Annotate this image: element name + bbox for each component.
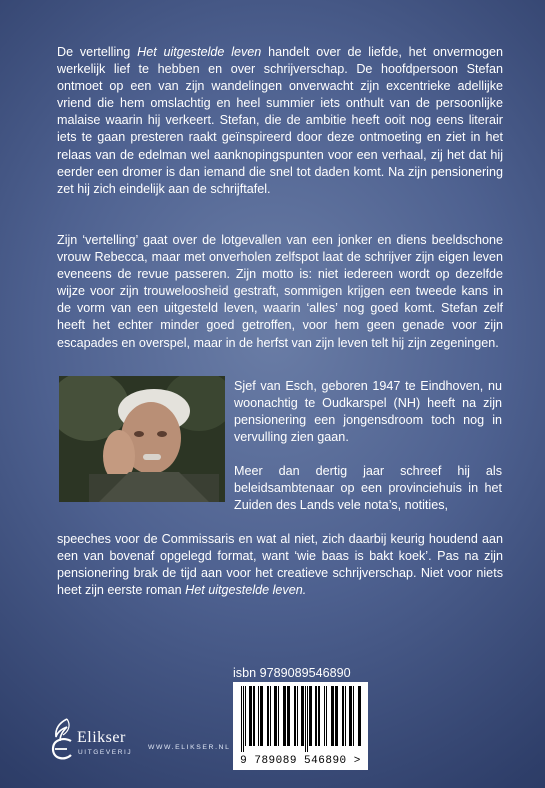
publisher-sub: UITGEVERIJ <box>78 749 133 756</box>
author-bio-1: Sjef van Esch, geboren 1947 te Eindhoven, nu woonachtig te Oudkarspel (NH) heeft na zijn pensionering een jongensdroom toch nog in vervulling zien gaan. <box>234 379 502 445</box>
author-bio-3 <box>57 531 503 599</box>
book-title-italic: Het uitgestelde leven <box>137 45 262 59</box>
quill-e-logo-icon <box>47 715 77 765</box>
blurb-paragraph-1 <box>57 44 503 198</box>
author-bio-text: speeches voor de Commissaris en wat al niet, zich daarbij keurig houdend aan een van bovenaf opgelegd format, want ‘wie baas is bakt koek’. Pas na zijn pensionering brak de tijd aan voor het creatieve schrijverschap. Niet voor niets heet zijn eerste roman <box>57 532 503 598</box>
isbn-label: isbn 9789089546890 <box>233 666 351 680</box>
publisher-logo <box>47 715 137 775</box>
blurb-paragraph-2: Zijn ‘vertelling’ gaat over de lotgevallen van een jonker en diens beeldschone vrouw Rebecca, maar met onverholen zelfspot laat de schrijver zijn eigen leven eveneens de revue passeren. Zijn motto is: niet iedereen wordt op dezelfde wijze voor zijn trouweloosheid gestraft, sommigen krijgen een tweede kans in de vorm van een uitgesteld leven, waarin ‘alles’ nog goed komt. Stefan zelf heeft het echter minder goed getroffen, voor hem geen genade voor zijn escapades en overspel, maar in de herfst van zijn leven telt hij zijn zegeningen. <box>57 233 503 350</box>
barcode-digits: 9 789089 546890 > <box>240 755 361 767</box>
barcode-bars <box>239 686 362 752</box>
author-photo <box>59 376 225 502</box>
publisher-name: Elikser <box>77 729 126 746</box>
barcode <box>233 682 368 770</box>
author-portrait-icon <box>59 376 225 502</box>
blurb-text: De vertelling <box>57 45 138 59</box>
publisher-website: WWW.ELIKSER.NL <box>148 744 231 751</box>
book-title-italic: Het uitgestelde leven. <box>185 583 307 598</box>
blurb-text: handelt over de liefde, het onvermogen werkelijk lief te hebben en over schrijverschap. De hoofdpersoon Stefan ontmoet op een van zijn wandelingen onverwacht zijn excentrieke adellijke vriend die hem omslachtig en heel summier iets onthult van de persoonlijke malaise waarin hij verkeert. Stefan, die de ambitie heeft ooit nog eens literair iets te gaan presteren raakt geïnspireerd door deze ontmoeting en ziet in het relaas van de edelman wel aanknopingspunten voor een verhaal, zij het dat hij eerder een dromer is dan iemand die snel tot daden komt. Na zijn pensionering zet hij zich eindelijk aan de schrijftafel. <box>57 45 503 196</box>
author-bio-2: Meer dan dertig jaar schreef hij als beleidsambtenaar op een provinciehuis in het Zuiden des Lands vele nota’s, notities, <box>234 464 502 513</box>
